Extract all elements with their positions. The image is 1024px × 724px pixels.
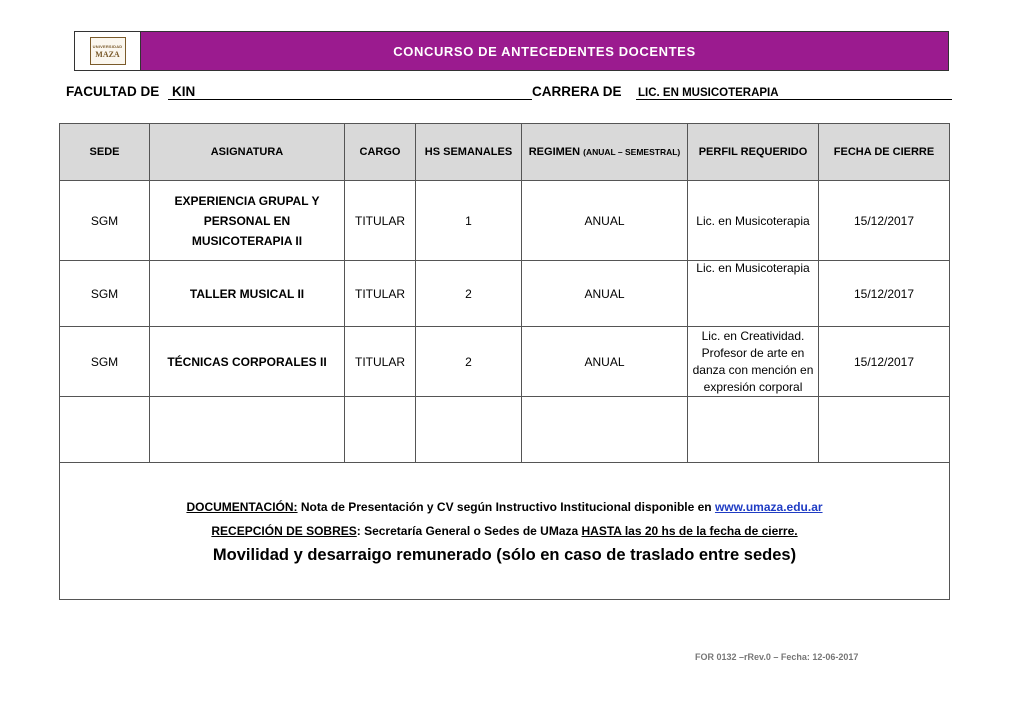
header-regimen-label: REGIMEN bbox=[528, 146, 581, 158]
cell-cargo: TITULAR bbox=[345, 327, 416, 397]
reception-text: : Secretaría General o Sedes de UMaza bbox=[356, 524, 582, 538]
logo-main-text: MAZA bbox=[95, 49, 120, 59]
header-asignatura: ASIGNATURA bbox=[150, 124, 345, 181]
empty-cell bbox=[522, 397, 688, 463]
logo-top-text: UNIVERSIDAD bbox=[92, 43, 123, 49]
cell-cierre: 15/12/2017 bbox=[819, 261, 950, 327]
header-hs: HS SEMANALES bbox=[416, 124, 522, 181]
documentation-line bbox=[62, 495, 947, 519]
cell-asignatura: EXPERIENCIA GRUPAL Y PERSONAL EN MUSICOTERAPIA II bbox=[150, 181, 345, 261]
documentation-cell bbox=[60, 463, 950, 600]
carrera-value: LIC. EN MUSICOTERAPIA bbox=[638, 87, 779, 99]
university-logo bbox=[90, 37, 126, 65]
header-cargo: CARGO bbox=[345, 124, 416, 181]
cell-cargo: TITULAR bbox=[345, 261, 416, 327]
empty-cell bbox=[688, 397, 819, 463]
positions-table bbox=[59, 123, 950, 600]
empty-cell bbox=[60, 397, 150, 463]
carrera-label: CARRERA DE bbox=[532, 84, 622, 99]
website-link[interactable]: www.umaza.edu.ar bbox=[714, 500, 823, 514]
table-row bbox=[60, 181, 950, 261]
cell-hs: 2 bbox=[416, 261, 522, 327]
cell-cargo: TITULAR bbox=[345, 181, 416, 261]
empty-cell bbox=[416, 397, 522, 463]
carrera-underline bbox=[636, 99, 952, 100]
cell-regimen: ANUAL bbox=[522, 181, 688, 261]
cell-sede: SGM bbox=[60, 327, 150, 397]
header-regimen-sub: (ANUAL – SEMESTRAL) bbox=[583, 147, 681, 157]
documentation-label: DOCUMENTACIÓN: bbox=[186, 500, 298, 514]
logo-cell bbox=[75, 32, 141, 70]
facultad-line bbox=[66, 84, 952, 102]
cell-sede: SGM bbox=[60, 261, 150, 327]
empty-cell bbox=[150, 397, 345, 463]
header-banner bbox=[74, 31, 949, 71]
form-code: FOR 0132 –rRev.0 – Fecha: 12-06-2017 bbox=[695, 652, 859, 662]
header-regimen bbox=[522, 124, 688, 181]
header-sede: SEDE bbox=[60, 124, 150, 181]
facultad-underline bbox=[168, 99, 532, 100]
table-row-empty bbox=[60, 397, 950, 463]
cell-perfil: Lic. en Musicoterapia bbox=[688, 181, 819, 261]
empty-cell bbox=[345, 397, 416, 463]
cell-perfil: Lic. en Creatividad. Profesor de arte en danza con mención en expresión corporal bbox=[688, 327, 819, 397]
reception-deadline: HASTA las 20 hs de la fecha de cierre. bbox=[581, 524, 798, 538]
table-row bbox=[60, 261, 950, 327]
facultad-label: FACULTAD DE bbox=[66, 84, 160, 99]
cell-hs: 2 bbox=[416, 327, 522, 397]
table-footer-row bbox=[60, 463, 950, 600]
cell-cierre: 15/12/2017 bbox=[819, 327, 950, 397]
facultad-value: KIN bbox=[172, 84, 196, 99]
cell-perfil: Lic. en Musicoterapia bbox=[688, 261, 819, 327]
table-row bbox=[60, 327, 950, 397]
cell-regimen: ANUAL bbox=[522, 327, 688, 397]
cell-asignatura: TÉCNICAS CORPORALES II bbox=[150, 327, 345, 397]
header-cierre: FECHA DE CIERRE bbox=[819, 124, 950, 181]
page-title: CONCURSO DE ANTECEDENTES DOCENTES bbox=[141, 32, 948, 70]
reception-label: RECEPCIÓN DE SOBRES bbox=[211, 524, 357, 538]
header-perfil: PERFIL REQUERIDO bbox=[688, 124, 819, 181]
table-header-row bbox=[60, 124, 950, 181]
cell-hs: 1 bbox=[416, 181, 522, 261]
cell-asignatura: TALLER MUSICAL II bbox=[150, 261, 345, 327]
cell-regimen: ANUAL bbox=[522, 261, 688, 327]
mobility-notice: Movilidad y desarraigo remunerado (sólo en caso de traslado entre sedes) bbox=[212, 546, 797, 564]
documentation-text: Nota de Presentación y CV según Instructivo Institucional disponible en bbox=[297, 500, 715, 514]
reception-line bbox=[62, 519, 947, 543]
cell-cierre: 15/12/2017 bbox=[819, 181, 950, 261]
cell-sede: SGM bbox=[60, 181, 150, 261]
empty-cell bbox=[819, 397, 950, 463]
